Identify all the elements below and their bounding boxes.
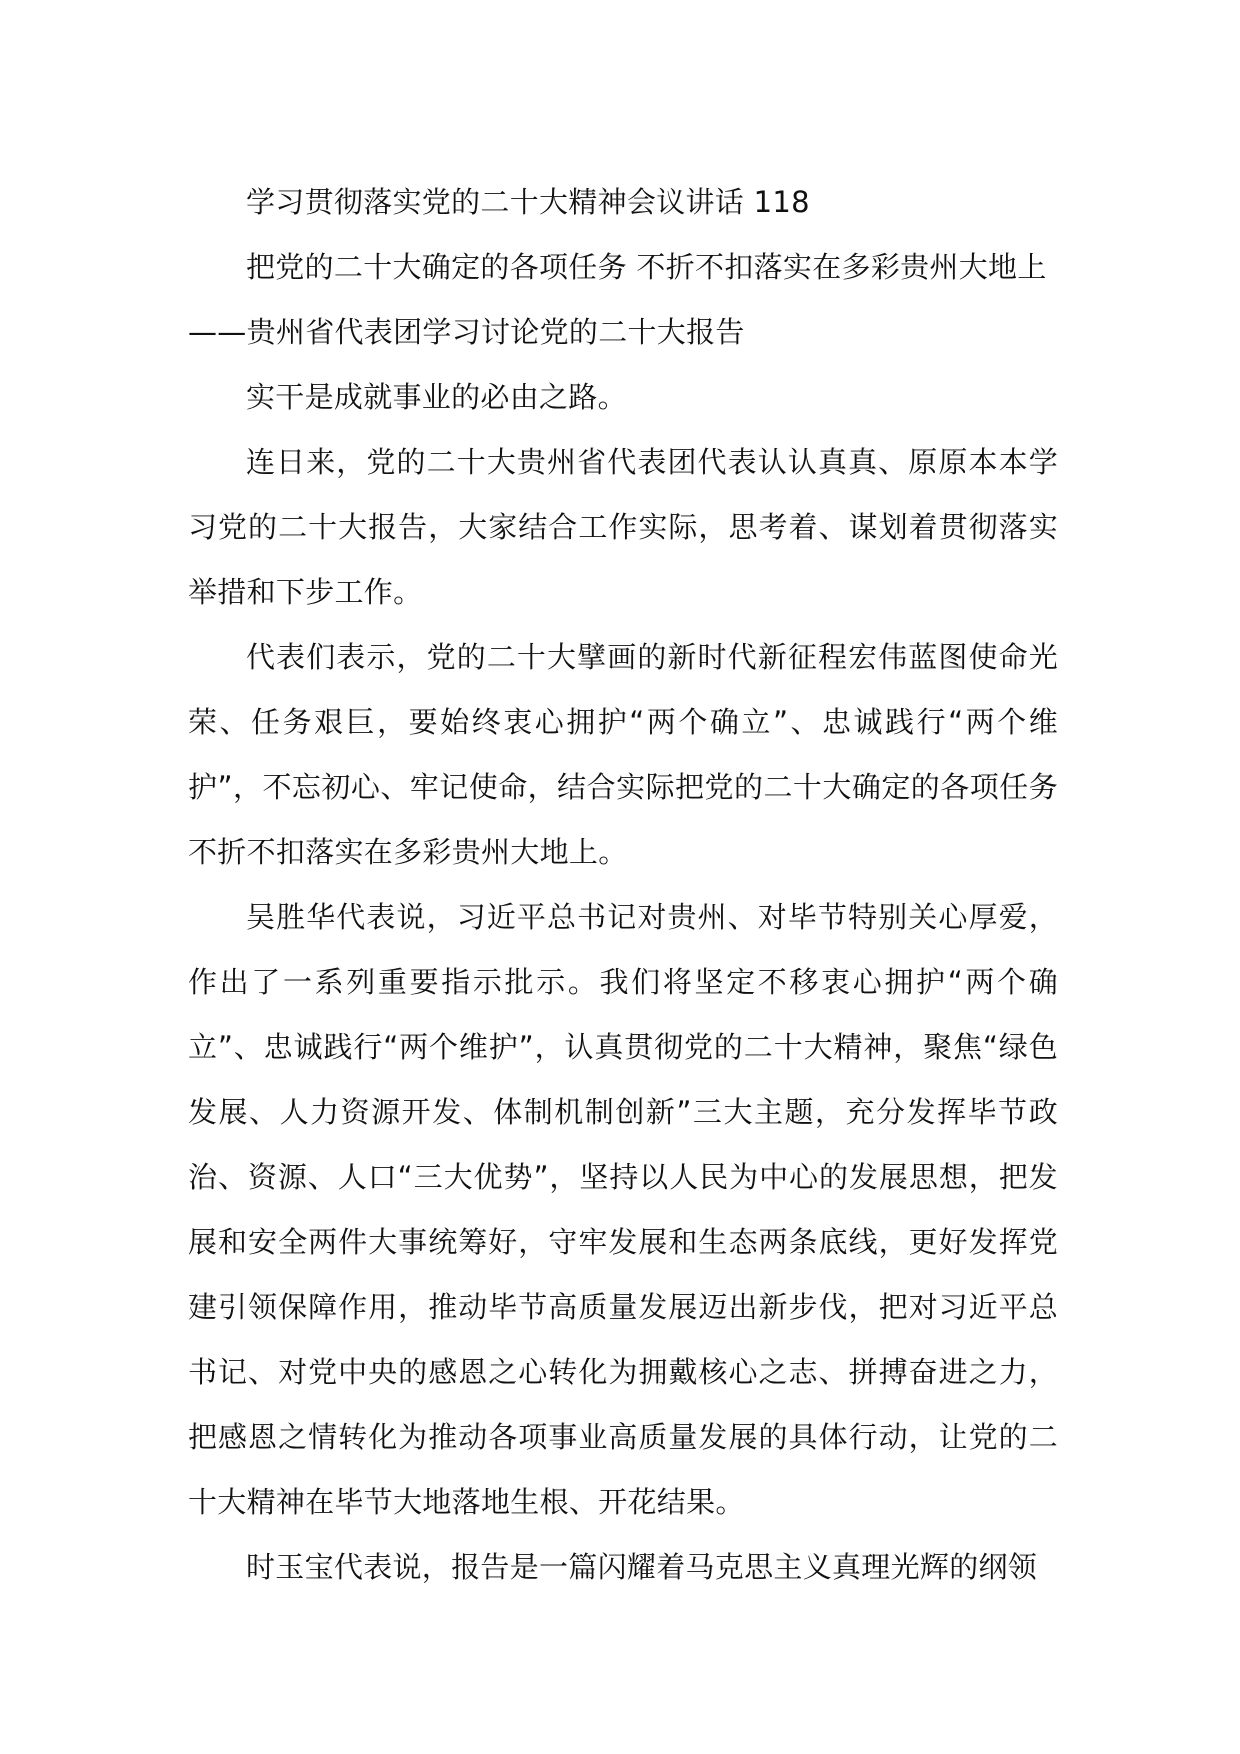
headline: 把党的二十大确定的各项任务 不折不扣落实在多彩贵州大地上 (246, 250, 1047, 284)
body-paragraph-4: 时玉宝代表说，报告是一篇闪耀着马克思主义真理光辉的纲领 (246, 1550, 1038, 1584)
body-paragraph-1: 连日来，党的二十大贵州省代表团代表认认真真、原原本本学习党的二十大报告，大家结合工作实际，思考着、谋划着贯彻落实举措和下步工作。 (188, 445, 1058, 609)
lead-paragraph: 实干是成就事业的必由之路。 (246, 380, 627, 414)
document-title: 学习贯彻落实党的二十大精神会议讲话 118 (246, 185, 810, 219)
body-paragraph-3: 吴胜华代表说，习近平总书记对贵州、对毕节特别关心厚爱，作出了一系列重要指示批示。我们将坚定不移衷心拥护“两个确立”、忠诚践行“两个维护”，认真贯彻党的二十大精神，聚焦“绿色发展、人力资源开发、体制机制创新”三大主题，充分发挥毕节政治、资源、人口“三大优势”，坚持以人民为中心的发展思想，把发展和安全两件大事统筹好，守牢发展和生态两条底线，更好发挥党建引领保障作用，推动毕节高质量发展迈出新步伐，把对习近平总书记、对党中央的感恩之心转化为拥戴核心之志、拼搏奋进之力，把感恩之情转化为推动各项事业高质量发展的具体行动，让党的二十大精神在毕节大地落地生根、开花结果。 (188, 900, 1058, 1519)
subheadline: ——贵州省代表团学习讨论党的二十大报告 (188, 315, 745, 349)
article-body (188, 170, 1058, 1600)
body-paragraph-2: 代表们表示，党的二十大擘画的新时代新征程宏伟蓝图使命光荣、任务艰巨，要始终衷心拥护“两个确立”、忠诚践行“两个维护”，不忘初心、牢记使命，结合实际把党的二十大确定的各项任务不折不扣落实在多彩贵州大地上。 (188, 640, 1058, 869)
